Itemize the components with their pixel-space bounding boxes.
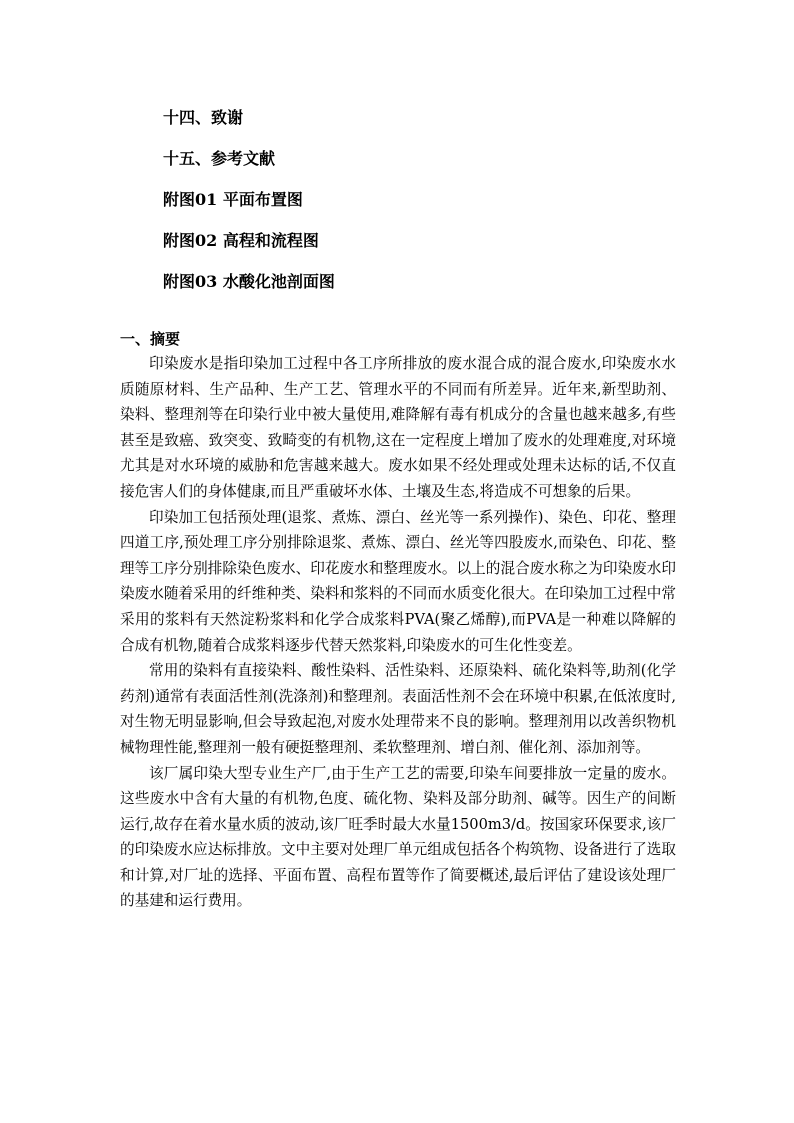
abstract-paragraph-4: 该厂属印染大型专业生产厂,由于生产工艺的需要,印染车间要排放一定量的废水。这些废水中含有大量的有机物,色度、硫化物、染料及部分助剂、碱等。因生产的间断运行,故存在着水量水质的波动,该厂旺季时最大水量1500m3/d。按国家环保要求,该厂的印染废水应达标排放。文中主要对处理厂单元组成包括各个构筑物、设备进行了选取和计算,对厂址的选择、平面布置、高程布置等作了简要概述,最后评估了建设该处理厂的基建和运行费用。 bbox=[120, 764, 676, 910]
toc-item-appendix-03[interactable]: 附图03 水酸化池剖面图 bbox=[163, 272, 335, 291]
toc-item-appendix-02[interactable]: 附图02 高程和流程图 bbox=[163, 231, 319, 250]
toc-item-acknowledgements[interactable]: 十四、致谢 bbox=[163, 108, 244, 127]
toc-item-appendix-01[interactable]: 附图01 平面布置图 bbox=[163, 190, 303, 209]
abstract-paragraph-3: 常用的染料有直接染料、酸性染料、活性染料、还原染料、硫化染料等,助剂(化学药剂)通常有表面活性剂(洗涤剂)和整理剂。表面活性剂不会在环境中积累,在低浓度时,对生物无明显影响,但会导致起泡,对废水处理带来不良的影响。整理剂用以改善织物机械物理性能,整理剂一般有硬挺整理剂、柔软整理剂、增白剂、催化剂、添加剂等。 bbox=[120, 662, 676, 756]
abstract-paragraph-1: 印染废水是指印染加工过程中各工序所排放的废水混合成的混合废水,印染废水水质随原材料、生产品种、生产工艺、管理水平的不同而有所差异。近年来,新型助剂、染料、整理剂等在印染行业中被大量使用,难降解有毒有机成分的含量也越来越多,有些甚至是致癌、致突变、致畸变的有机物,这在一定程度上增加了废水的处理难度,对环境尤其是对水环境的威胁和危害越来越大。废水如果不经处理或处理未达标的话,不仅直接危害人们的身体健康,而且严重破坏水体、土壤及生态,将造成不可想象的后果。 bbox=[120, 355, 676, 500]
table-of-contents bbox=[163, 104, 683, 309]
abstract-section bbox=[120, 327, 676, 914]
abstract-heading: 一、摘要 bbox=[120, 330, 181, 348]
abstract-paragraph-2: 印染加工包括预处理(退浆、煮炼、漂白、丝光等一系列操作)、染色、印花、整理四道工序,预处理工序分别排除退浆、煮炼、漂白、丝光等四股废水,而染色、印花、整理等工序分别排除染色废水、印花废水和整理废水。以上的混合废水称之为印染废水印染废水随着采用的纤维种类、染料和浆料的不同而水质变化很大。在印染加工过程中常采用的浆料有天然淀粉浆料和化学合成浆料PVA(聚乙烯醇),而PVA是一种难以降解的合成有机物,随着合成浆料逐步代替天然浆料,印染废水的可生化性变差。 bbox=[120, 508, 676, 654]
toc-item-references[interactable]: 十五、参考文献 bbox=[163, 149, 276, 168]
